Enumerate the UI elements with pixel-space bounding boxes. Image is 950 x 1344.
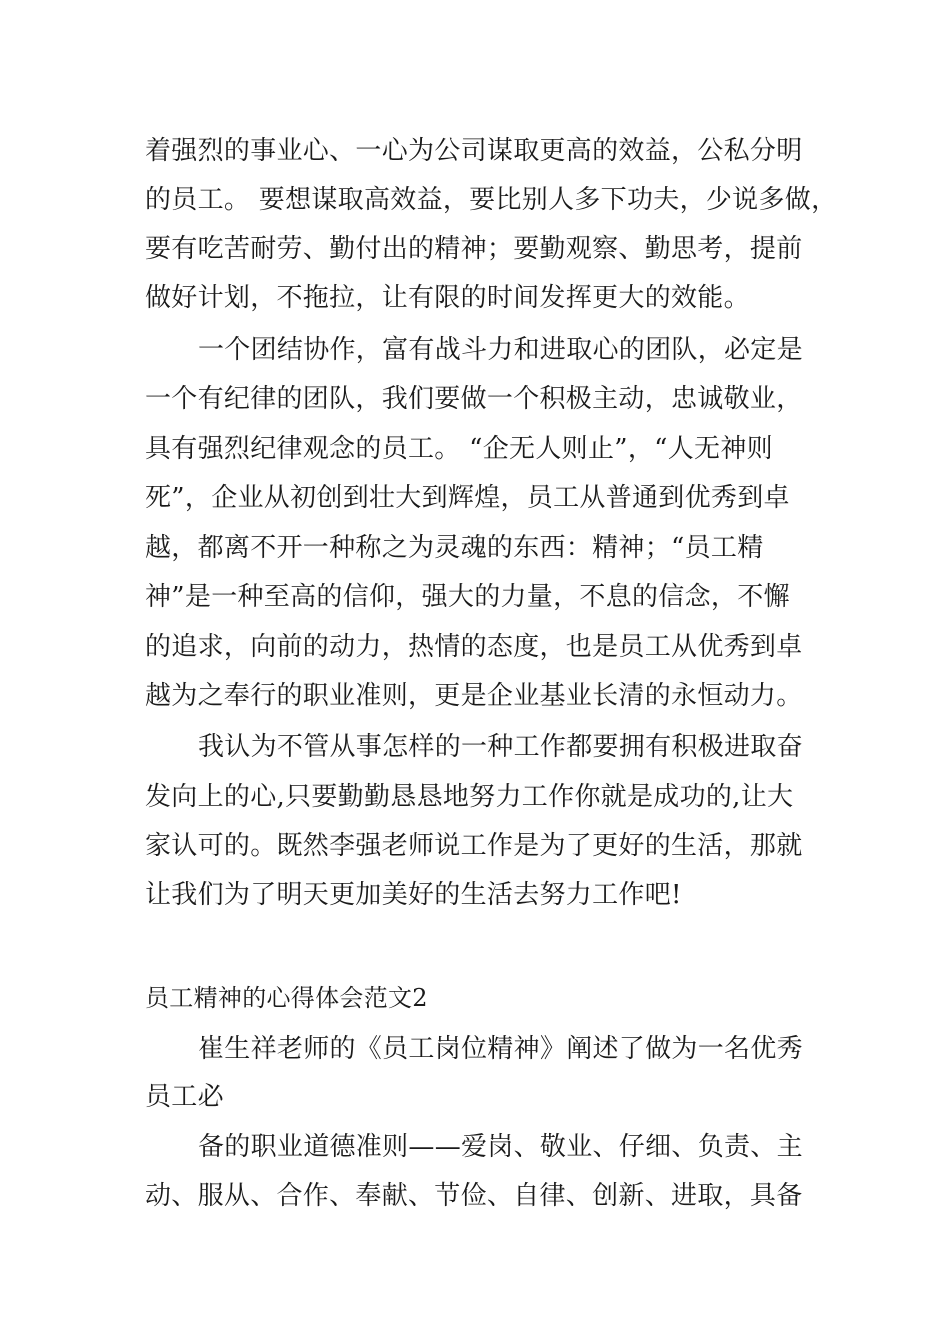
- text-line: 崔生祥老师的《员工岗位精神》阐述了做为一名优秀: [198, 1034, 803, 1064]
- text-line: 越，都离不开一种称之为灵魂的东西：精神；“员工精: [145, 533, 764, 563]
- text-line: 的追求，向前的动力，热情的态度，也是员工从优秀到卓: [145, 632, 803, 662]
- text-line: 家认可的。既然李强老师说工作是为了更好的生活，那就: [145, 831, 803, 861]
- text-line: 一个团结协作，富有战斗力和进取心的团队，必定是: [198, 335, 803, 365]
- text-line: 员工必: [145, 1082, 224, 1112]
- text-line: 神”是一种至高的信仰，强大的力量，不息的信念，不懈: [145, 582, 790, 612]
- text-line: 死”，企业从初创到壮大到辉煌，员工从普通到优秀到卓: [145, 483, 790, 513]
- text-line: 要有吃苦耐劳、勤付出的精神；要勤观察、勤思考，提前: [145, 234, 803, 264]
- text-line: 一个有纪律的团队，我们要做一个积极主动，忠诚敬业，: [145, 384, 803, 414]
- text-line: 我认为不管从事怎样的一种工作都要拥有积极进取奋: [198, 732, 803, 762]
- section-heading: 员工精神的心得体会范文2: [145, 984, 428, 1012]
- text-line: 具有强烈纪律观念的员工。 “企无人则止”，“人无神则: [145, 434, 773, 464]
- text-line: 动、服从、合作、奉献、节俭、自律、创新、进取，具备: [145, 1181, 803, 1211]
- text-line: 越为之奉行的职业准则，更是企业基业长清的永恒动力。: [145, 681, 803, 711]
- text-line: 备的职业道德准则——爱岗、敬业、仔细、负责、主: [198, 1132, 803, 1162]
- text-line: 做好计划，不拖拉，让有限的时间发挥更大的效能。: [145, 283, 750, 313]
- text-line: 的员工。 要想谋取高效益，要比别人多下功夫，少说多做，: [145, 185, 838, 215]
- text-line: 着强烈的事业心、一心为公司谋取更高的效益，公私分明: [145, 136, 803, 166]
- text-line: 发向上的心,只要勤勤恳恳地努力工作你就是成功的,让大: [145, 782, 794, 812]
- text-line: 让我们为了明天更加美好的生活去努力工作吧!: [145, 880, 682, 910]
